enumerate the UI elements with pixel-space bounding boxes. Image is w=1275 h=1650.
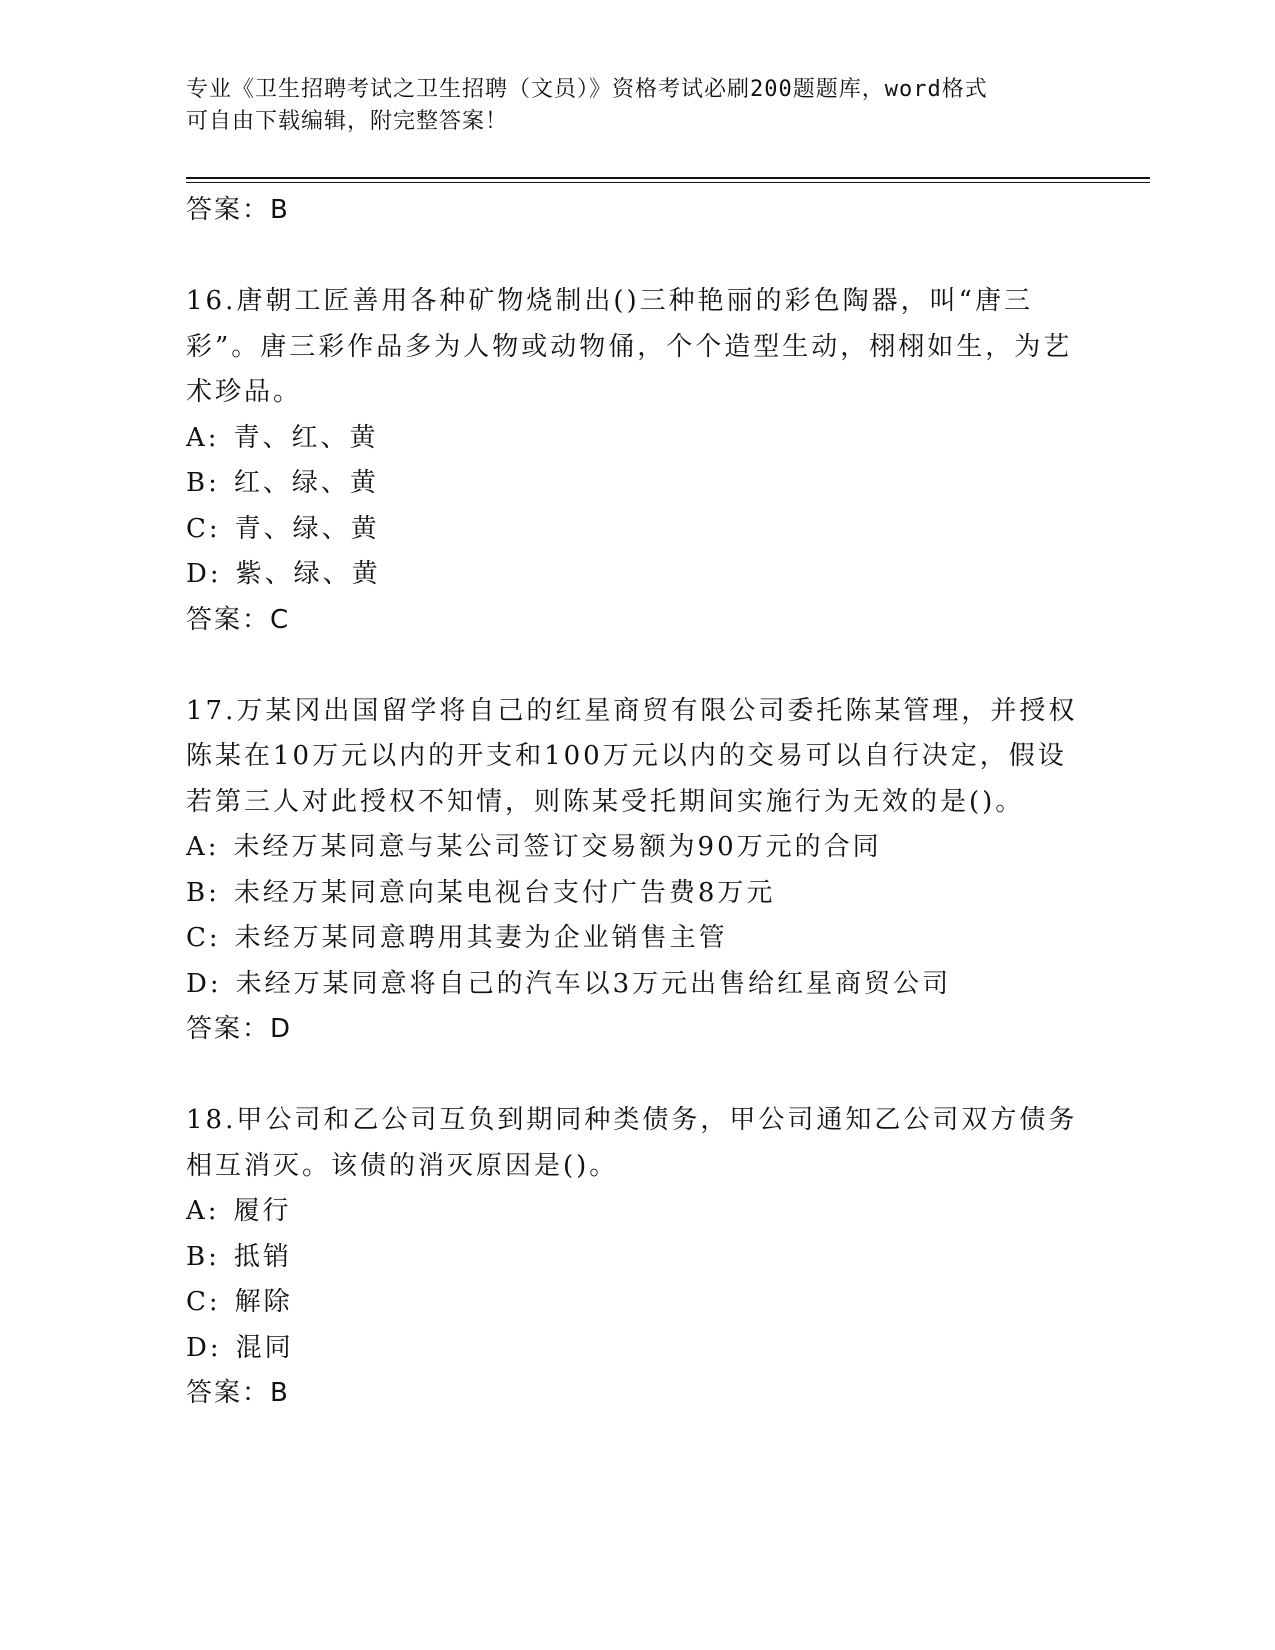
option-c — [186, 916, 1086, 962]
option-d — [186, 552, 1086, 598]
option-letter: D — [186, 968, 210, 999]
option-separator: : — [208, 1241, 220, 1272]
header-line-2: 可自由下载编辑，附完整答案！ — [186, 109, 509, 134]
option-letter: B — [186, 468, 209, 498]
question-text: 唐朝工匠善用各种矿物烧制出()三种艳丽的彩色陶器，叫“唐三彩”。唐三彩作品多为人物或动物俑，个个造型生动，栩栩如生，为艺术珍品。 — [186, 286, 1073, 407]
option-separator: : — [208, 513, 221, 544]
option-a — [186, 825, 1086, 871]
header-rule-thick — [186, 177, 1150, 179]
option-letter: A — [186, 832, 208, 862]
option-b — [186, 461, 1086, 507]
option-c — [186, 1280, 1086, 1326]
option-separator: : — [207, 832, 220, 862]
header-line-1: 专业《卫生招聘考试之卫生招聘（文员）》资格考试必刷200题题库，word格式 — [186, 77, 988, 102]
option-separator: : — [209, 559, 222, 589]
question-text: 万某冈出国留学将自己的红星商贸有限公司委托陈某管理，并授权陈某在10万元以内的开支和100万元以内的交易可以自行决定，假设若第三人对此授权不知情，则陈某受托期间实施行为无效的是()。 — [186, 695, 1078, 817]
answer-line: 答案：D — [186, 1014, 293, 1044]
option-separator: : — [209, 1332, 222, 1363]
option-separator: : — [209, 968, 222, 999]
option-separator: : — [208, 877, 220, 908]
option-text: 青、红、黄 — [233, 422, 379, 453]
option-d — [186, 1326, 1086, 1372]
option-letter: C — [186, 923, 209, 953]
option-letter: A — [186, 1196, 208, 1226]
question-stem — [186, 279, 1086, 416]
question-number: 18. — [186, 1105, 237, 1135]
option-text: 未经万某同意与某公司签订交易额为90万元的合同 — [233, 832, 882, 862]
question-stem — [186, 1098, 1086, 1189]
answer-line: 答案：B — [186, 195, 290, 225]
option-a — [186, 1189, 1086, 1235]
answer-line: 答案：C — [186, 604, 291, 635]
option-text: 紫、绿、黄 — [235, 559, 381, 589]
option-letter: B — [186, 1241, 209, 1272]
option-separator: : — [207, 422, 220, 453]
answer-line: 答案：B — [186, 1378, 290, 1408]
option-separator: : — [208, 923, 221, 953]
option-d — [186, 962, 1086, 1008]
option-text: 未经万某同意将自己的汽车以3万元出售给红星商贸公司 — [235, 968, 952, 999]
question-17 — [186, 689, 1086, 1053]
option-text: 履行 — [233, 1196, 292, 1226]
option-text: 青、绿、黄 — [234, 513, 380, 544]
question-number: 17. — [186, 695, 237, 726]
option-text: 解除 — [234, 1287, 293, 1317]
option-letter: C — [186, 1287, 209, 1317]
option-text: 未经万某同意聘用其妻为企业销售主管 — [234, 923, 728, 953]
option-text: 抵销 — [233, 1241, 292, 1272]
option-letter: D — [186, 1332, 210, 1363]
document-body — [186, 188, 1086, 1417]
document-header — [186, 74, 1086, 138]
option-text: 未经万某同意向某电视台支付广告费8万元 — [233, 877, 776, 908]
header-rule-thin — [186, 182, 1150, 183]
option-letter: B — [186, 877, 209, 908]
option-c — [186, 507, 1086, 553]
option-separator: : — [208, 468, 220, 498]
option-separator: : — [207, 1196, 220, 1226]
option-text: 红、绿、黄 — [233, 468, 379, 498]
question-stem — [186, 689, 1086, 826]
option-b — [186, 1235, 1086, 1281]
option-text: 混同 — [235, 1332, 294, 1363]
option-b — [186, 871, 1086, 917]
option-separator: : — [208, 1287, 221, 1317]
option-letter: D — [186, 559, 210, 589]
option-a — [186, 416, 1086, 462]
question-number: 16. — [186, 286, 237, 316]
question-16 — [186, 279, 1086, 643]
option-letter: A — [186, 422, 208, 453]
question-text: 甲公司和乙公司互负到期同种类债务，甲公司通知乙公司双方债务相互消灭。该债的消灭原因是()。 — [186, 1105, 1078, 1181]
question-18 — [186, 1098, 1086, 1417]
option-letter: C — [186, 513, 209, 544]
